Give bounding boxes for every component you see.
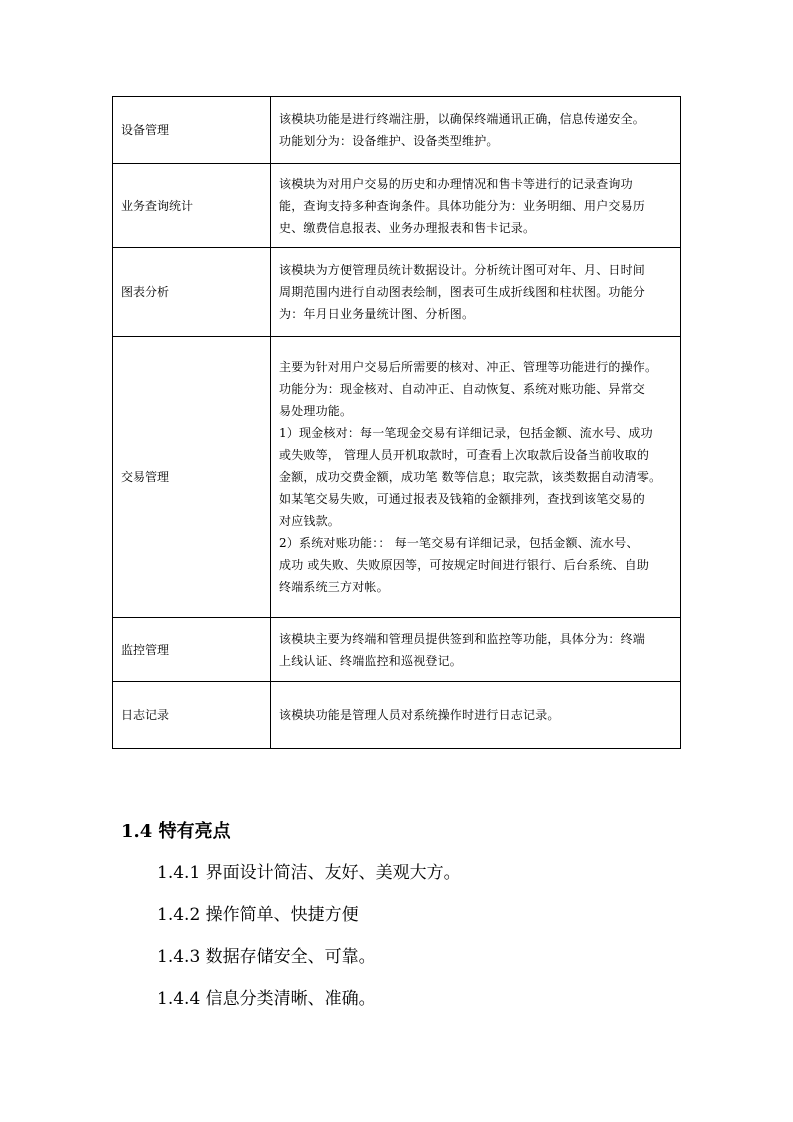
module-description-cell [271, 164, 681, 248]
module-name-cell: 业务查询统计 [113, 164, 271, 248]
description-line: 1）现金核对：每一笔现金交易有详细记录，包括金额、流水号、成功 [279, 426, 653, 440]
module-name-cell: 交易管理 [113, 337, 271, 618]
description-line: 金额，成功交费金额，成功笔 数等信息；取完款，该类数据自动清零。 [279, 470, 662, 484]
table-row [113, 337, 681, 618]
module-name-cell: 日志记录 [113, 682, 271, 749]
description-line: 为：年月日业务量统计图、分析图。 [279, 307, 475, 321]
list-item: 1.4.1 界面设计简洁、友好、美观大方。 [157, 863, 461, 883]
list-item: 1.4.3 数据存储安全、可靠。 [157, 947, 376, 967]
description-line: 或失败等， 管理人员开机取款时，可查看上次取款后设备当前收取的 [279, 448, 650, 462]
table-row [113, 164, 681, 248]
module-name-cell: 图表分析 [113, 248, 271, 337]
description-line: 易处理功能。 [279, 404, 353, 418]
description-line: 该模块为对用户交易的历史和办理情况和售卡等进行的记录查询功 [279, 176, 633, 191]
module-name-cell: 设备管理 [113, 97, 271, 164]
description-line: 2）系统对账功能：： 每一笔交易有详细记录，包括金额、流水号、 [279, 536, 639, 550]
list-item: 1.4.4 信息分类清晰、准确。 [157, 989, 376, 1009]
table-row [113, 618, 681, 682]
module-function-table [112, 96, 681, 749]
module-description-cell [271, 337, 681, 618]
module-name-cell: 监控管理 [113, 618, 271, 682]
highlights-list [157, 858, 461, 1026]
description-line: 成功 或失败、失败原因等，可按规定时间进行银行、后台系统、自助 [279, 558, 650, 572]
description-line: 如某笔交易失败，可通过报表及钱箱的金额排列，查找到该笔交易的 [279, 492, 646, 506]
description-line: 该模块功能是管理人员对系统操作时进行日志记录。 [279, 708, 560, 722]
module-description-cell [271, 248, 681, 337]
table-row [113, 97, 681, 164]
table-row [113, 248, 681, 337]
list-item: 1.4.2 操作简单、快捷方便 [157, 905, 359, 925]
module-description-cell [271, 97, 681, 164]
description-line: 史、缴费信息报表、业务办理报表和售卡记录。 [279, 220, 536, 235]
description-line: 主要为针对用户交易后所需要的核对、冲正、管理等功能进行的操作。 [279, 360, 658, 374]
description-line: 该模块为方便管理员统计数据设计。分析统计图可对年、月、日时间 [279, 263, 646, 277]
description-line: 该模块主要为终端和管理员提供签到和监控等功能，具体分为：终端 [279, 631, 646, 646]
description-line: 对应钱款。 [279, 514, 341, 528]
description-line: 终端系统三方对帐。 [279, 580, 389, 594]
module-description-cell [271, 682, 681, 749]
table-row [113, 682, 681, 749]
description-line: 上线认证、终端监控和巡视登记。 [279, 653, 463, 668]
section-heading: 1.4 特有亮点 [121, 821, 231, 842]
description-line: 周期范围内进行自动图表绘制，图表可生成折线图和柱状图。功能分 [279, 285, 646, 299]
module-description-cell [271, 618, 681, 682]
description-line: 能，查询支持多种查询条件。具体功能分为：业务明细、用户交易历 [279, 198, 646, 213]
description-line: 功能划分为：设备维护、设备类型维护。 [279, 134, 499, 148]
description-line: 该模块功能是进行终端注册，以确保终端通讯正确，信息传递安全。 [279, 112, 646, 126]
description-line: 功能分为：现金核对、自动冲正、自动恢复、系统对账功能、异常交 [279, 382, 646, 396]
